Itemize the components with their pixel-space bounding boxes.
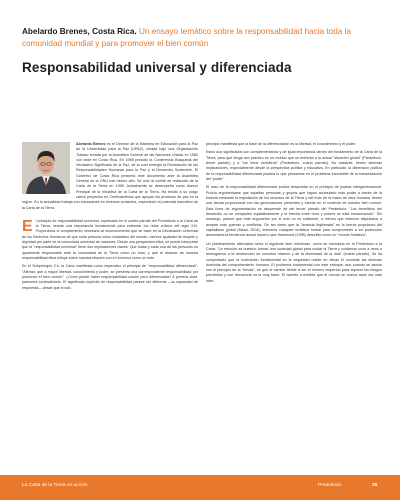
author-portrait-photo [22,142,70,194]
lead-line: Un ensayo temático sobre la responsabilidad hacia toda la comunidad mundial y para promover el bien común [22,27,352,48]
bio-text: es el Director de la Maestría en Educación para la Paz de la Universidad para la Paz (UPAZ), creada bajo una Organización Tratado creada por la Asamblea General de las Naciones Unidas en 1980 con sede en Costa Rica. En 1998 presidió la Conferencia Búsqueda del Verdadero Significado de la Paz, de la cual emergió la Declaración de las Responsabilidades Humanas para la Paz y el Desarrollo Sostenible. El Gobierno de Costa Rica presentó este documento ante la Asamblea General de la ONU ese mismo año. Se unió al comité de redacción de la Carta de la Tierra en 1998. Actualmente se desempeña como Asesor Principal de la Iniciativa de la Carta de la Tierra. Ha tenido a su cargo varios proyectos en Centroamérica que apoyan los procesos de paz en la región. En la actualidad trabaja con educadores en diversos contextos, explorando el potencial educativo de la Carta de la Tierra. [22,142,199,210]
paragraph: En el Subprincipio 2.b, la Carta manifiesta como imperativo el principio de "responsabilidad diferenciada": "Afirmar, que a mayor libertad, conocimiento y poder, se presenta una correspondiente responsabilidad por promover el bien común". ¿Cómo puede haber responsabilidad común pero diferenciada? A primera vista, parecería contradictorio. El significado implícito de responsabilidad parece ser diferente —la capacidad de respuesta— desde que el sub- [22,264,198,290]
article-body-left [22,219,198,291]
footer-publication-title: La Carta de la Tierra en acción [22,483,88,488]
paragraph: El caso de la responsabilidad diferenciada podría desarrollar en el principio de justicia intergeneracional. Podría argumentarse que aquellas personas y grupos que hayan acumulado más poder a través de la historia mediante la explotación de los recursos de la Tierra y del fruto de la mano de obra humana, tienen una deuda proporcional con las generaciones presentes y futuras en el contexto de nuestro bien común. Esta línea de argumentación se desprende de del tercer párrafo del Preámbulo: "Los beneficios del desarrollo no se comparten equitativamente y la brecha entre ricos y pobres se está ensanchando". Sin embargo, parece que este argumento por sí solo no es suficiente, a menos que estemos dispuestos a aceptar más guerras y conflictos. De ser cierto que la "avaricia legitimada" es la fuerza propulsora del capitalismo global (Mead, 2004), entonces cualquier tentativa formal para comprometer a los poderosos aumentaría la tendencia actual hacia lo que Hammond (1998) describió como un "mundo fortaleza". [206,185,382,238]
drop-cap: E [22,217,33,235]
paragraph: El principio de responsabilidad universal, expresado en el cuarto párrafo del Preámbulo a la Carta de la Tierra, reviste una importancia fundamental para enfrentar los retos críticos del siglo XXI. Proporciona el complemento necesario al reconocimiento que se hace en la Declaración Universal de los Derechos Humanos de que cada persona como ciudadano del mundo, merece igualdad de respeto y dignidad por parte de la comunidad universal de naciones. Desde una perspectiva ética, se puede interpretar que la "responsabilidad universal" tiene dos implicaciones claves: Que todas y cada una de las personas es igualmente responsable ante la comunidad de la Tierra como un todo, y que el alcance de nuestra responsabilidad ética influye sobre nuestra relación con el Universo como un todo. [22,217,198,260]
article-kicker [22,26,382,50]
left-column [22,142,198,294]
page-number: 35 [372,483,378,488]
footer-section-name: Preámbulo [318,483,342,488]
author-line: Abelardo Brenes, Costa Rica. [22,27,137,36]
paragraph: Estos dos significados son complementarios y de igual importancia dentro del fundamento de la Carta de la Tierra, para que tenga uso práctico en un mundo que se enfrenta a la actual "situación global" (Preámbulo, tercer párrafo) y a "los retos venideros" (Preámbulo, cuarto párrafo). No obstante, tienen diversas implicaciones, especialmente desde la perspectiva política y educativa. En particular, la dimensión política de la responsabilidad diferenciada plantea lo que pensamos en el problema irresoluble de la transmutación del "poder". [206,150,382,181]
right-column [206,142,382,287]
paragraph: Un planteamiento alternativo sería el siguiente bien informado, como se menciona en el Preámbulo a la Carta: "La elección es nuestra: formar una sociedad global para cuidar la Tierra y cuidarnos unos a otros o arriesgarnos a la destrucción de nosotros mismos y de la diversidad de la vida" (cuarto párrafo). Se ha comprobado que la motivación fundamental en la seguridad reside en eficaz el combate las diversas dominios del comportamiento humano. El problema fundamental con este enfoque, aún cuando se asocie con el principio de la "deuda", es que el cambio tiende a ser el mínimo requerido para superar los riesgos percibidos y con frecuencia va la muy tarde. El cambio a medida que el mundo se vuelva cada vez más inter- [206,241,382,283]
page-header [22,26,382,75]
article-title: Responsabilidad universal y diferenciada [22,60,292,75]
author-bio [22,142,198,211]
page-footer [0,475,400,500]
paragraph: principio manifiesta que la base de la diferenciación es la libertad, el conocimiento y el poder. [206,142,357,146]
bio-name: Abelardo Brenes [76,142,106,146]
